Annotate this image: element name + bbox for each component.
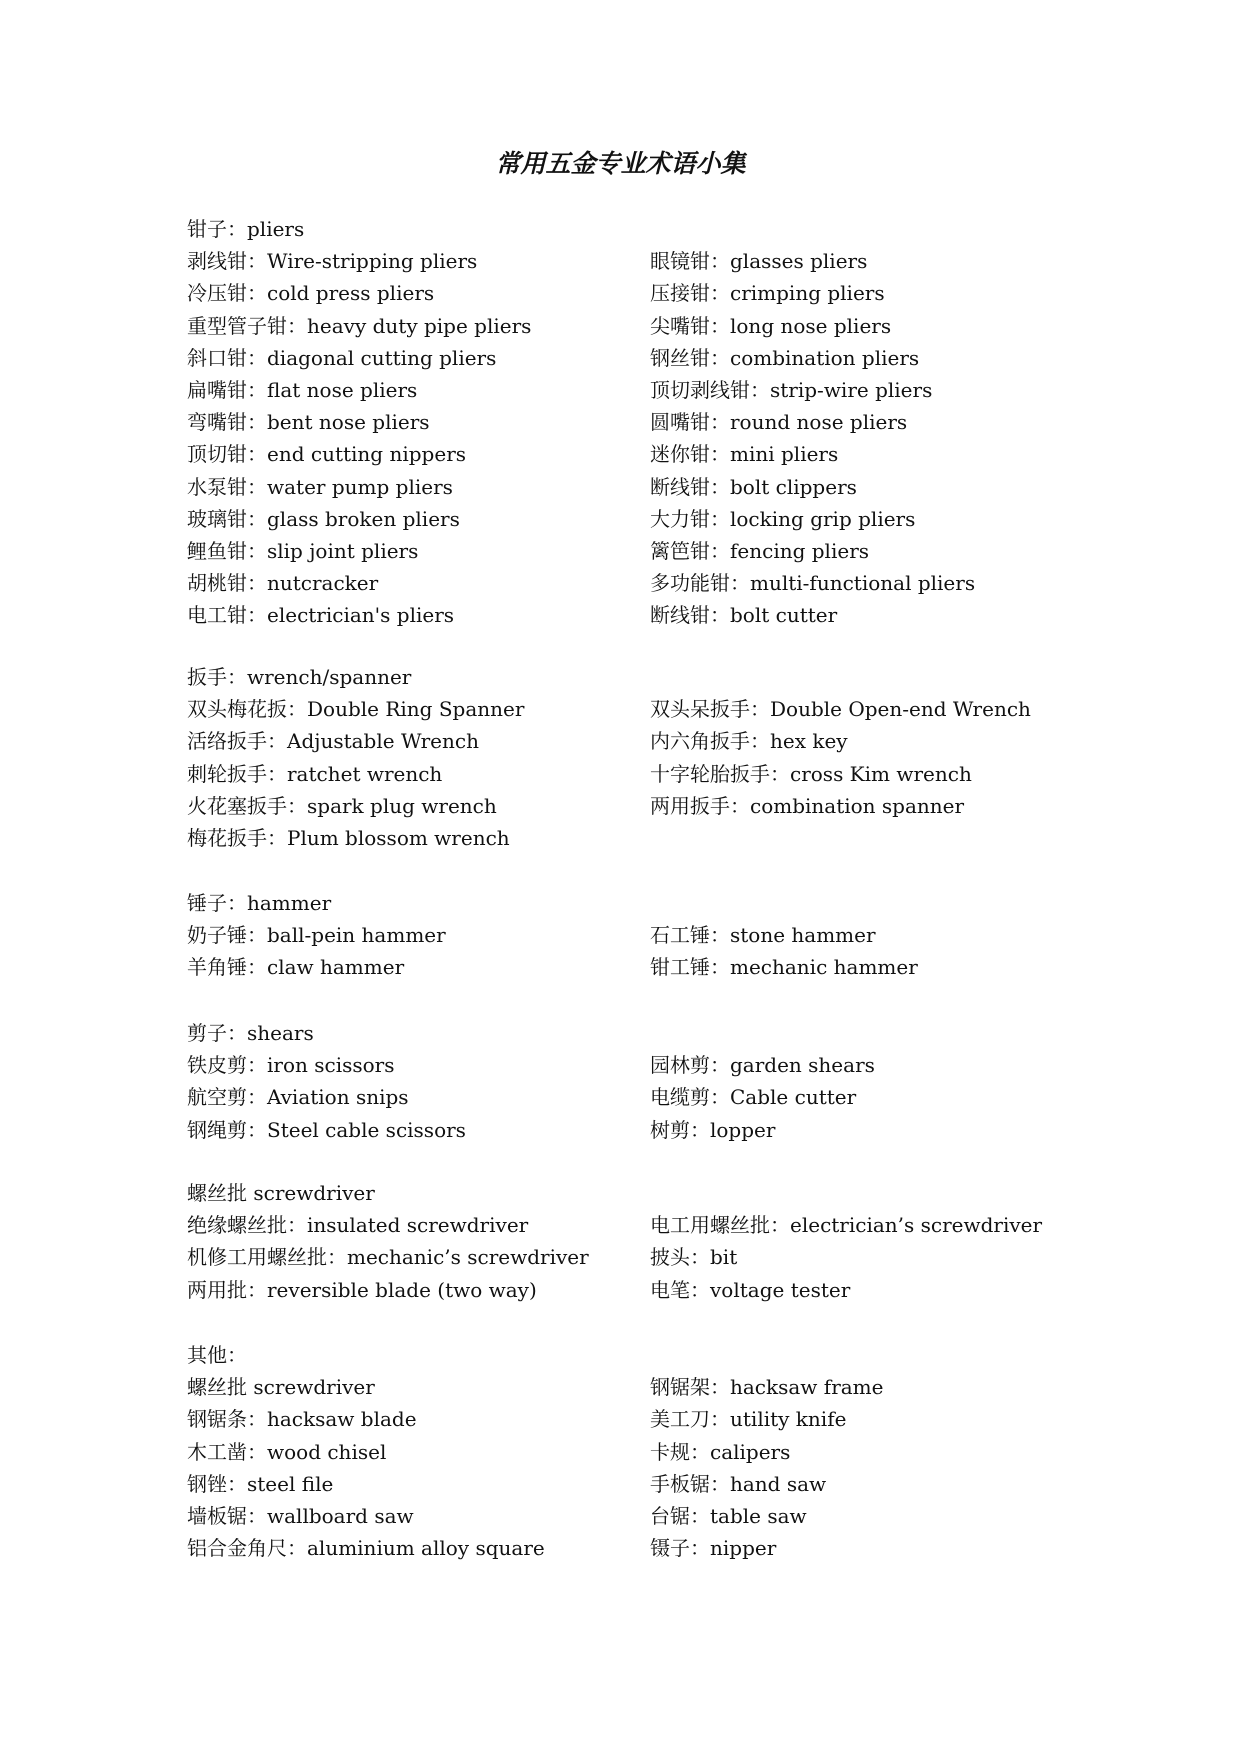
term-entry-right: 手板锯：hand saw: [650, 1472, 827, 1496]
term-entry-right: 披头：bit: [650, 1245, 738, 1269]
term-entry-left: 火花塞扳手：spark plug wrench: [187, 794, 497, 818]
term-entry-right: 电笔：voltage tester: [650, 1278, 851, 1302]
term-entry-left: 鲤鱼钳：slip joint pliers: [187, 539, 419, 563]
term-row: [0, 536, 1241, 568]
term-entry-left: 刺轮扳手：ratchet wrench: [187, 762, 443, 786]
term-entry-left: 钢锉：steel file: [187, 1472, 334, 1496]
term-entry-left: 玻璃钳：glass broken pliers: [187, 507, 460, 531]
term-row: [0, 278, 1241, 310]
term-row: [0, 726, 1241, 758]
term-entry-right: 树剪：lopper: [650, 1118, 776, 1142]
term-row: [0, 1210, 1241, 1242]
term-row: [0, 1242, 1241, 1274]
term-entry-left: 墙板锯：wallboard saw: [187, 1504, 414, 1528]
term-entry-right: 眼镜钳：glasses pliers: [650, 249, 868, 273]
term-entry-left: 扁嘴钳：flat nose pliers: [187, 378, 418, 402]
term-entry-left: 水泵钳：water pump pliers: [187, 475, 453, 499]
term-entry-left: 顶切钳：end cutting nippers: [187, 442, 467, 466]
term-entry-right: 钢锯架：hacksaw frame: [650, 1375, 884, 1399]
term-entry-right: 电缆剪：Cable cutter: [650, 1085, 857, 1109]
section-heading: 锤子：hammer: [187, 891, 332, 915]
term-entry-right: 钢丝钳：combination pliers: [650, 346, 920, 370]
term-entry-left: 剥线钳：Wire-stripping pliers: [187, 249, 478, 273]
term-entry-right: 篱笆钳：fencing pliers: [650, 539, 870, 563]
term-row: [0, 791, 1241, 823]
term-entry-left: 螺丝批 screwdriver: [187, 1375, 375, 1399]
term-row: [0, 823, 1241, 855]
term-entry-right: 断线钳：bolt cutter: [650, 603, 838, 627]
term-row: [0, 343, 1241, 375]
term-entry-left: 钢绳剪：Steel cable scissors: [187, 1118, 466, 1142]
term-row: [0, 1050, 1241, 1082]
term-entry-right: 压接钳：crimping pliers: [650, 281, 885, 305]
section-heading: 钳子：pliers: [187, 217, 305, 241]
section-heading: 扳手：wrench/spanner: [187, 665, 412, 689]
term-entry-right: 电工用螺丝批：electrician’s screwdriver: [650, 1213, 1043, 1237]
term-row: [0, 1082, 1241, 1114]
term-row: [0, 375, 1241, 407]
term-entry-left: 航空剪：Aviation snips: [187, 1085, 409, 1109]
term-row: [0, 694, 1241, 726]
term-row: [0, 246, 1241, 278]
term-entry-left: 机修工用螺丝批：mechanic’s screwdriver: [187, 1245, 589, 1269]
term-entry-left: 弯嘴钳：bent nose pliers: [187, 410, 430, 434]
term-entry-left: 钢锯条：hacksaw blade: [187, 1407, 417, 1431]
term-entry-left: 电工钳：electrician's pliers: [187, 603, 455, 627]
term-entry-right: 台锯：table saw: [650, 1504, 807, 1528]
term-entry-right: 迷你钳：mini pliers: [650, 442, 839, 466]
term-entry-right: 钳工锤：mechanic hammer: [650, 955, 918, 979]
term-entry-left: 绝缘螺丝批：insulated screwdriver: [187, 1213, 529, 1237]
term-row: [0, 1372, 1241, 1404]
term-entry-left: 胡桃钳：nutcracker: [187, 571, 379, 595]
term-row: [0, 952, 1241, 984]
section-heading: 螺丝批 screwdriver: [187, 1181, 375, 1205]
term-entry-right: 断线钳：bolt clippers: [650, 475, 857, 499]
term-entry-left: 奶子锤：ball-pein hammer: [187, 923, 446, 947]
term-entry-right: 镊子：nipper: [650, 1536, 777, 1560]
term-entry-left: 木工凿：wood chisel: [187, 1440, 387, 1464]
term-entry-right: 顶切剥线钳：strip-wire pliers: [650, 378, 933, 402]
term-entry-left: 重型管子钳：heavy duty pipe pliers: [187, 314, 532, 338]
term-row: [0, 504, 1241, 536]
term-row: [0, 311, 1241, 343]
term-entry-right: 双头呆扳手：Double Open-end Wrench: [650, 697, 1031, 721]
term-row: [0, 1533, 1241, 1565]
term-entry-left: 铁皮剪：iron scissors: [187, 1053, 395, 1077]
term-row: [0, 1404, 1241, 1436]
term-row: [0, 1469, 1241, 1501]
section-heading: 其他：: [187, 1343, 247, 1367]
term-row: [0, 1115, 1241, 1147]
document-title: 常用五金专业术语小集: [495, 149, 746, 178]
term-entry-left: 梅花扳手：Plum blossom wrench: [187, 826, 510, 850]
term-row: [0, 407, 1241, 439]
term-entry-left: 两用批：reversible blade (two way): [187, 1278, 537, 1302]
term-entry-left: 双头梅花扳：Double Ring Spanner: [187, 697, 525, 721]
term-entry-right: 卡规：calipers: [650, 1440, 791, 1464]
term-entry-left: 斜口钳：diagonal cutting pliers: [187, 346, 497, 370]
term-entry-right: 多功能钳：multi-functional pliers: [650, 571, 976, 595]
term-entry-left: 羊角锤：claw hammer: [187, 955, 405, 979]
term-row: [0, 568, 1241, 600]
term-row: [0, 1275, 1241, 1307]
term-entry-left: 活络扳手：Adjustable Wrench: [187, 729, 479, 753]
term-entry-left: 冷压钳：cold press pliers: [187, 281, 435, 305]
term-entry-right: 十字轮胎扳手：cross Kim wrench: [650, 762, 972, 786]
term-row: [0, 1437, 1241, 1469]
term-row: [0, 600, 1241, 632]
term-row: [0, 472, 1241, 504]
term-entry-right: 石工锤：stone hammer: [650, 923, 876, 947]
term-entry-right: 尖嘴钳：long nose pliers: [650, 314, 892, 338]
term-entry-right: 大力钳：locking grip pliers: [650, 507, 916, 531]
term-entry-right: 两用扳手：combination spanner: [650, 794, 965, 818]
term-row: [0, 920, 1241, 952]
term-entry-right: 内六角扳手：hex key: [650, 729, 848, 753]
term-entry-left: 铝合金角尺：aluminium alloy square: [187, 1536, 545, 1560]
term-row: [0, 439, 1241, 471]
term-entry-right: 园林剪：garden shears: [650, 1053, 875, 1077]
term-entry-right: 圆嘴钳：round nose pliers: [650, 410, 908, 434]
term-entry-right: 美工刀：utility knife: [650, 1407, 847, 1431]
term-row: [0, 759, 1241, 791]
term-row: [0, 1501, 1241, 1533]
section-heading: 剪子：shears: [187, 1021, 314, 1045]
